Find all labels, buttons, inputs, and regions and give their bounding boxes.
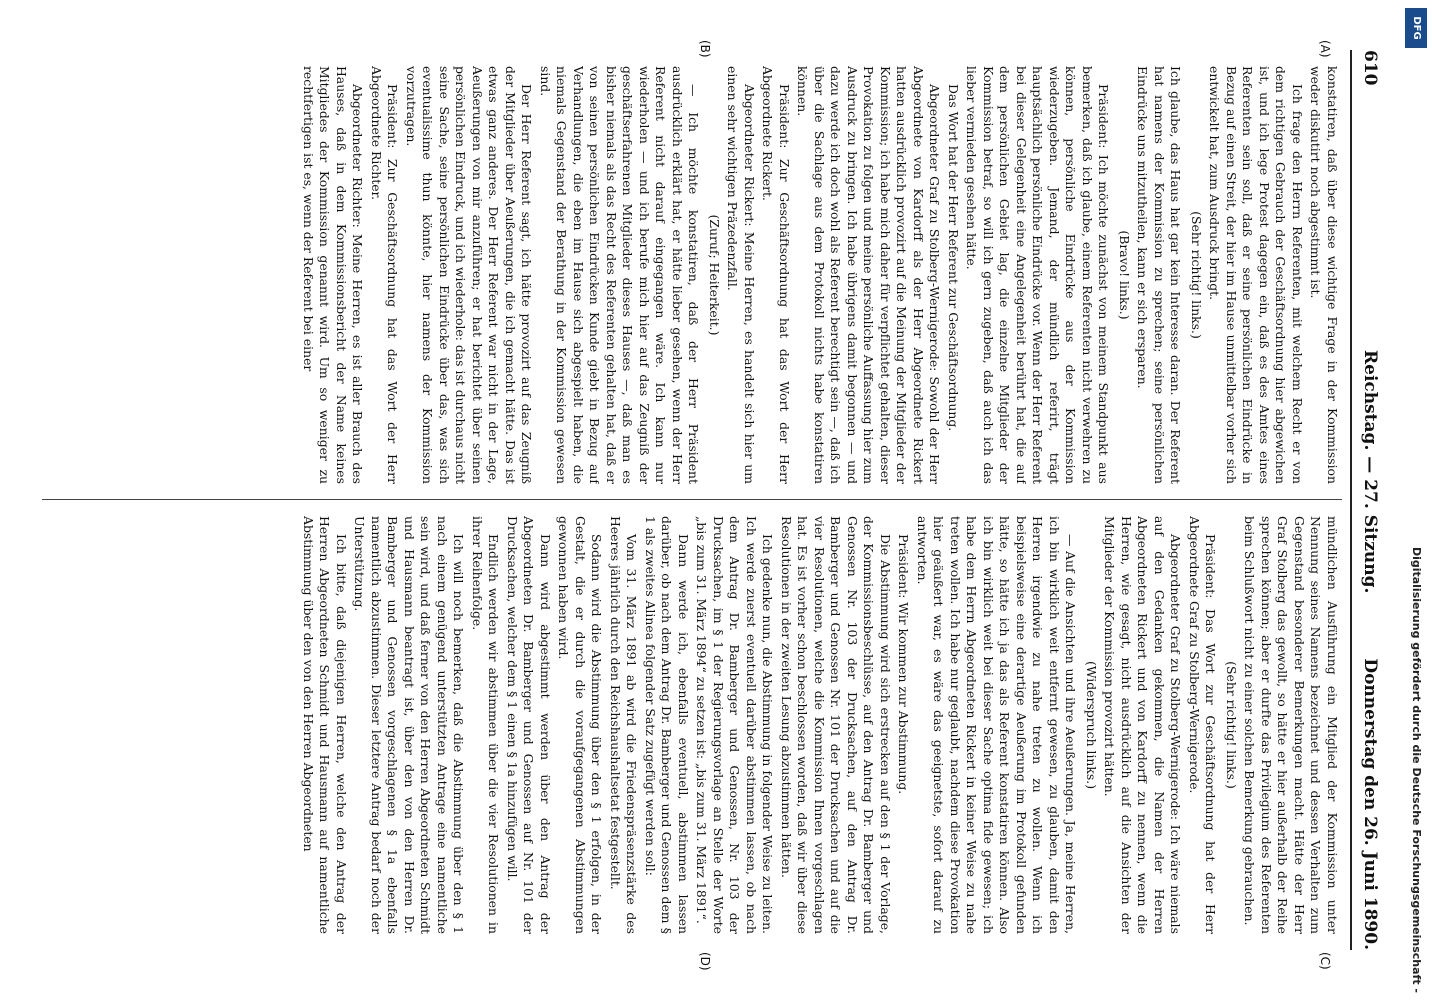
margin-mark-d: (D) bbox=[698, 952, 712, 971]
paragraph: Ich will noch bemerken, daß die Abstimmung über den § 1 nach einem genügend unterstützten Antrage eine namentliche sein wird, und daß ferner von den Herren Abgeordneten Schmidt und Hausmann beantragt ist, über den von den Herren Dr. Bamberger und Genossen vorgeschlagenen § 1a ebenfalls namentlich abzustimmen. Dieser letztere Antrag bedarf noch der Unterstützung. bbox=[352, 516, 467, 934]
paragraph: (Bravo! links.) bbox=[1117, 230, 1132, 320]
paragraph: Ich frage den Herrn Referenten, mit welchem Recht er von dem richtigen Gebrauch der Geschäftsordnung hier abgewichen ist, und ich lege Protest dagegen ein, daß es des Amtes eines Referenten sein soll, daß er seine persönlichen Eindrücke in Bezug auf einen Streit, der hier im Hause unmittelbar vorher sich entwickelt hat, zum Ausdruck bringt. bbox=[1207, 66, 1305, 484]
paragraph: Dann werde ich, ebenfalls eventuell, abstimmen lassen darüber, ob nach dem Antrag Dr. Bamberger und Genossen dem § 1 als zweites Alinea folgender Satz zugefügt werden soll: bbox=[643, 516, 691, 934]
paragraph: Ich gedenke nun, die Abstimmung in folgender Weise zu leiten. Ich werde zuerst eventuell darüber abstimmen lassen, ob nach dem Antrag Dr. Bamberger und Genossen, Nr. 103 der Drucksachen, im § 1 der Regierungsvorlage an Stelle der Worte „bis zum 31. März 1894“ zu setzen ist: „bis zum 31. März 1891“. bbox=[694, 516, 776, 934]
digitization-note bbox=[1405, 8, 1427, 993]
paragraph: Das Wort hat der Herr Referent zur Geschäftsordnung. bbox=[946, 84, 961, 432]
paragraph: Präsident: Zur Geschäftsordnung hat das Wort der Herr Abgeordnete Rickert. bbox=[760, 66, 792, 484]
paragraph: — Ich möchte konstatiren, daß der Herr Präsident ausdrücklich erklärt hat, er hätte lieber gesehen, wenn der Herr Referent nicht darauf eingegangen wäre. Ich kann nur wiederholen — und ich berufe mich hier auf das Zeugniß der geschäftserfahrenen Mitglieder dieses Hauses —, daß man es bisher niemals als das Recht des Referenten gehalten hat, daß er von seinen persönlichen Eindrücken Kunde giebt in Bezug auf Verhandlungen, die eben im Hause sich abgespielt haben, die niemals Gegenstand der Berathung in der Kommission gewesen sind. bbox=[538, 66, 702, 484]
page-header bbox=[1354, 50, 1380, 950]
paragraph: Die Abstimmung wird sich erstrecken auf den § 1 der Vorlage, der Kommissionsbeschlüsse, auf den Antrag Dr. Bamberger und Genossen Nr. 103 der Drucksachen, auf den Antrag Dr. Bamberger und Genossen Nr. 101 der Drucksachen und auf die vier Resolutionen, welche die Kommission Ihnen vorgeschlagen hat. Es ist vorher schon beschlossen worden, daß wir über diese Resolutionen in der zweiten Lesung abzustimmen hätten. bbox=[779, 516, 893, 934]
paragraph: konstatiren, daß über diese wichtige Frage in der Kommission weder diskutirt noch abgestimmt ist. bbox=[1308, 66, 1340, 484]
dfg-logo-text: DFG bbox=[1411, 16, 1422, 40]
paragraph: (Sehr richtig! links.) bbox=[1189, 211, 1204, 339]
paragraph: (Widerspruch links.) bbox=[1084, 660, 1099, 790]
margin-mark-b: (B) bbox=[698, 40, 712, 58]
paragraph: Sodann wird die Abstimmung über den § 1 erfolgen, in der Gestalt, die er durch die voraufgegangenen Abstimmungen gewonnen haben wird. bbox=[556, 516, 605, 934]
paragraph: Vom 31. März 1891 ab wird die Friedenspräsenzstärke des Heeres jährlich durch den Reichshaushaltsetat festgestellt. bbox=[608, 516, 640, 934]
dfg-logo bbox=[1405, 8, 1427, 48]
session-title: Reichstag. — 27. Sitzung. bbox=[1360, 350, 1380, 594]
right-column bbox=[40, 516, 1340, 934]
paragraph: Ich bitte, daß diejenigen Herren, welche den Antrag der Herren Abgeordneten Schmidt und Hausmann auf namentliche Abstimmung über den von den Herren Abgeordneten bbox=[301, 516, 349, 934]
paragraph: (Zuruf; Heiterkeit.) bbox=[707, 214, 722, 336]
paragraph: Dann wird abgestimmt werden über den Antrag der Abgeordneten Dr. Bamberger und Genossen auf Nr. 101 der Drucksachen, welcher dem § 1 einen § 1a hinzufügen will. bbox=[505, 516, 553, 934]
digitization-note-text: Digitalisierung gefördert durch die Deutsche Forschungsgemeinschaft - bbox=[1410, 546, 1423, 993]
paragraph: Präsident: Das Wort zur Geschäftsordnung hat der Herr Abgeordnete Graf zu Stolberg-Wernigerode. bbox=[1187, 516, 1219, 934]
paragraph: (Sehr richtig! links.) bbox=[1224, 661, 1239, 789]
header-rule bbox=[1350, 50, 1352, 950]
paragraph: Endlich werden wir abstimmen über die vier Resolutionen in ihrer Reihenfolge. bbox=[470, 516, 502, 934]
paragraph: Präsident: Zur Geschäftsordnung hat das Wort der Herr Abgeordnete Richter. bbox=[369, 66, 401, 484]
paragraph: Abgeordneter Graf zu Stolberg-Wernigerode: Sowohl der Herr Abgeordnete von Kardorff als der Herr Abgeordnete Rickert hatten ausdrücklich provozirt auf die Meinung der Mitglieder der Kommission; ich habe mich daher für verpflichtet gehalten, dieser Provokation zu folgen und meine persönliche Auffassung hier zum Ausdruck zu bringen. Ich habe übrigens damit begonnen — und dazu werde ich doch wohl als Referent berechtigt sein —, daß ich über die Sachlage aus dem Protokoll nichts habe konstatiren können. bbox=[795, 66, 943, 484]
page-number: 610 bbox=[1360, 50, 1380, 86]
paragraph: Abgeordneter Richter: Meine Herren, es ist aller Brauch des Hauses, daß in dem Kommissionsbericht der Name keines Mitgliedes der Kommission genannt wird. Um so weniger zu rechtfertigen ist es, wenn der Referent bei einer bbox=[301, 66, 366, 484]
session-date: Donnerstag den 26. Juni 1890. bbox=[1360, 658, 1380, 950]
margin-mark-c: (C) bbox=[1318, 952, 1332, 970]
paragraph: Der Herr Referent sagt, ich hätte provozirt auf das Zeugniß der Mitglieder über Aeußerungen, die ich gemacht hätte. Das ist etwas ganz anderes. Der Herr Referent war nicht in der Lage, Aeußerungen von mir anzuführen; er hat berichtet über seinen persönlichen Eindruck, und ich wiederhole: das ist durchaus nicht seine Sache, seine persönlichen Eindrücke über das, was sich eventualissime thun könnte, hier namens der Kommission vorzutragen. bbox=[404, 66, 535, 484]
column-divider bbox=[42, 499, 1342, 500]
paragraph: Abgeordneter Graf zu Stolberg-Wernigerode: Ich wäre niemals auf den Gedanken gekommen, die Namen der Herren Abgeordneten Rickert und von Kardorff zu nennen, wenn die Herren, wie gesagt, nicht ausdrücklich auf die Ansichten der Mitglieder der Kommission provozirt hätten. bbox=[1102, 516, 1184, 934]
paragraph: — Auf die Ansichten und ihre Aeußerungen. Ja, meine Herren, ich bin wirklich weit entfernt gewesen, zu glauben, damit den Herren irgendwie zu nahe treten zu wollen. Wenn ich beispielsweise eine derartige Aeußerung im Protokoll gefunden hätte, so hätte ich ja das als Referent konstatiren können. Also ich bin wirklich weit bei dieser Sache optima fide gewesen; ich habe dem Herrn Abgeordneten Rickert in keiner Weise zu nahe treten wollen. Ich habe nur geglaubt, nachdem diese Provokation hier geäußert war, es wäre das geeignetste, sofort darauf zu antworten. bbox=[915, 516, 1079, 934]
paragraph: Präsident: Ich möchte zunächst von meinem Standpunkt aus bemerken, daß ich glaube, einem Referenten nicht verwehren zu können, persönliche Eindrücke aus der Kommission wiederzugeben. Jemand, der mündlich referirt, trägt hauptsächlich persönliche Eindrücke vor. Wenn der Herr Referent bei dieser Gelegenheit eine Angelegenheit berührt hat, die auf dem persönlichen Gebiet lag, die einzelne Mitglieder der Kommission betraf, so will ich gern zugeben, daß auch ich das lieber vermieden gesehen hätte. bbox=[964, 66, 1112, 484]
margin-mark-a: (A) bbox=[1318, 40, 1332, 58]
paragraph: Ich glaube, das Haus hat gar kein Interesse daran. Der Referent hat namens der Kommission zu sprechen; seine persönlichen Eindrücke uns mitzutheilen, kann er sich ersparen. bbox=[1135, 66, 1184, 484]
paragraph: Präsident: Wir kommen zur Abstimmung. bbox=[896, 534, 912, 795]
left-column bbox=[40, 66, 1340, 484]
paragraph: Abgeordneter Rickert: Meine Herren, es handelt sich hier um einen sehr wichtigen Präzedenzfall. bbox=[725, 66, 757, 484]
paragraph: mündlichen Ausführung ein Mitglied der Kommission unter Nennung seines Namens bezeichnet und dessen Verhalten zum Gegenstand besonderer Bemerkungen macht. Hätte der Herr Graf Stolberg das gewollt, so hätte er hier außerhalb der Reihe sprechen können; aber er durfte das Privilegium des Referenten beim Schlußwort nicht zu einer solchen Bemerkung gebrauchen. bbox=[1242, 516, 1340, 934]
